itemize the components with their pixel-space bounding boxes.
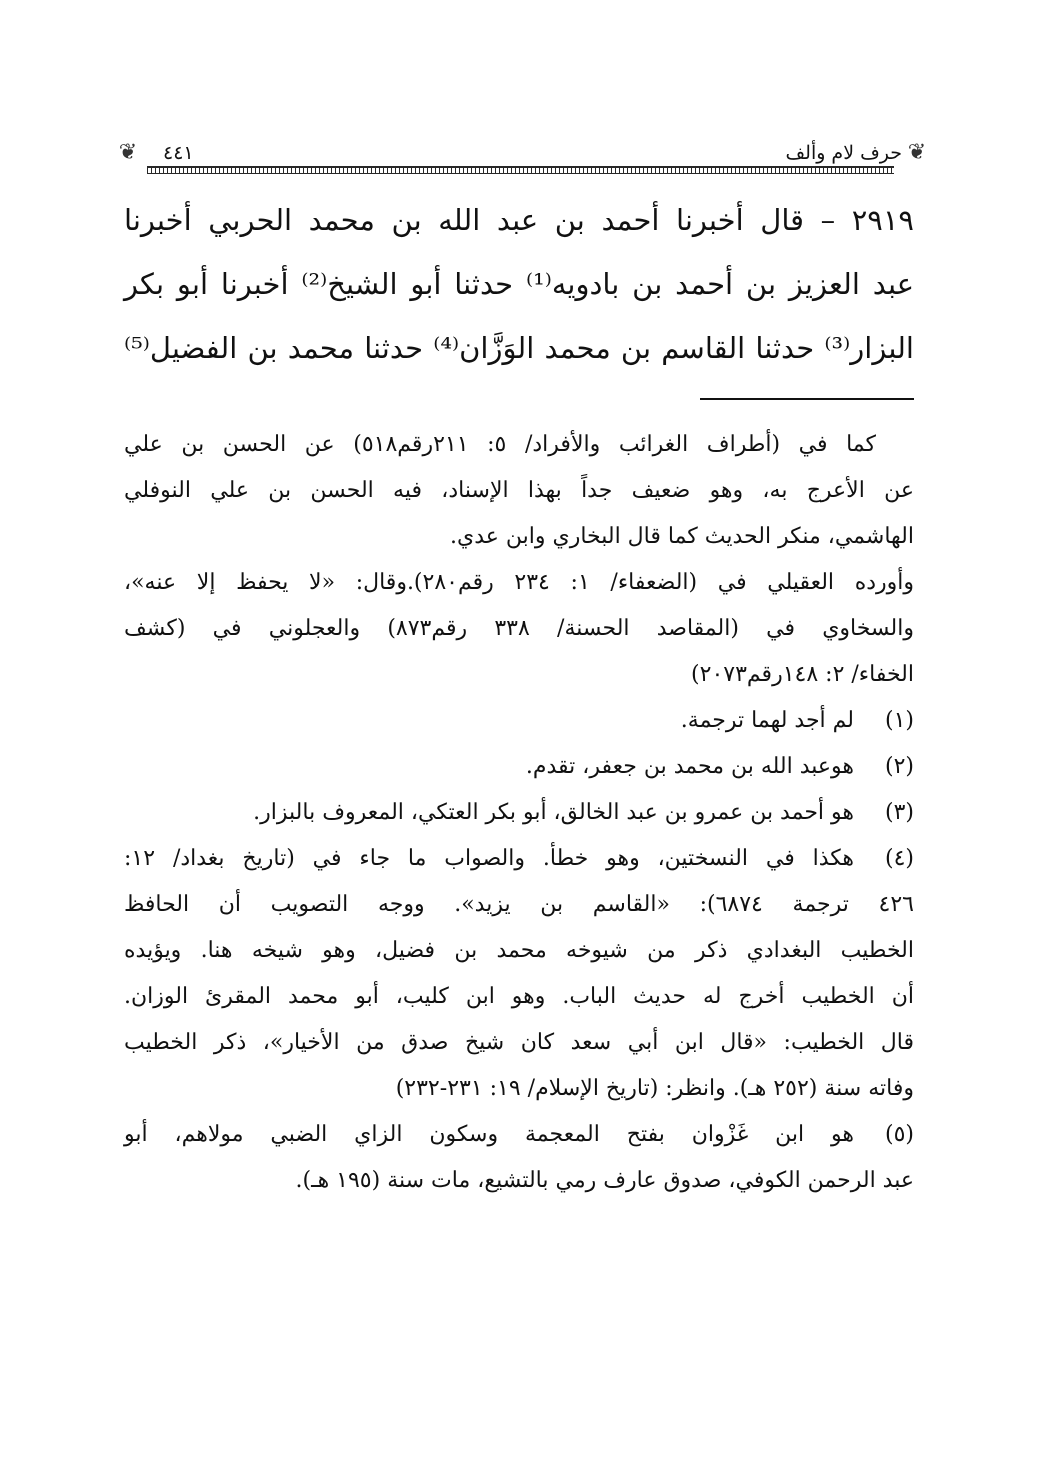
footnote-line: هوعبد الله بن محمد بن جعفر، تقدم. [525,754,854,779]
page-header [118,138,927,174]
footnote-intro-line: الهاشمي، منكر الحديث كما قال البخاري وابن عدي. [450,524,914,549]
footnote-4 [124,836,914,882]
chapter-title: حرف لام وألف [785,142,902,164]
footnote-line: ٤٢٦ ترجمة ٦٨٧٤): «القاسم بن يزيد». ووجه التصويب أن الحافظ [124,892,914,917]
footnote-5 [124,1112,914,1158]
footnote-line: هو ابن غَزْوان بفتح المعجمة وسكون الزاي الضبي مولاهم، أبو [124,1122,854,1147]
ornament-right-icon: ❦ [907,140,927,165]
footnotes [124,422,914,1204]
main-text [124,188,914,380]
main-line: عبد العزيز بن أحمد بن بادويه⁽¹⁾ حدثنا أبو الشيخ⁽²⁾ أخبرنا أبو بكر [124,267,914,301]
header-rule [147,166,894,174]
main-line: ٢٩١٩ – قال أخبرنا أحمد بن عبد الله بن محمد الحربي أخبرنا [124,203,914,237]
footnote-line: الخطيب البغدادي ذكر من شيوخه محمد بن فضيل، وهو شيخه هنا. ويؤيده [124,938,914,963]
footnote-intro-line: والسخاوي في (المقاصد الحسنة/ ٣٣٨ رقم٨٧٣) والعجلوني في (كشف [124,616,915,641]
main-line: البزار⁽³⁾ حدثنا القاسم بن محمد الوَزَّان⁽⁴⁾ حدثنا محمد بن الفضيل⁽⁵⁾ [124,331,914,365]
footnote-line: هو أحمد بن عمرو بن عبد الخالق، أبو بكر العتكي، المعروف بالبزار. [253,800,854,825]
footnote-intro-line: كما في (أطراف الغرائب والأفراد/ ٥: ٢١١رقم٥١٨) عن الحسن بن علي [124,432,877,457]
footnote-number: (٢) [884,754,914,779]
page-number: ٤٤١ [163,142,194,164]
footnote-number: (٣) [884,800,914,825]
footnote-number: (٤) [884,846,914,871]
footnote-line: وفاته سنة (٢٥٢ هـ). وانظر: (تاريخ الإسلام/ ١٩: ٢٣١-٢٣٢) [395,1076,914,1101]
footnote-line: أن الخطيب أخرج له حديث الباب. وهو ابن كليب، أبو محمد المقرئ الوزان. [124,984,914,1009]
footnote-3 [124,790,914,836]
footnote-separator [700,398,914,400]
footnote-number: (٥) [884,1122,914,1147]
footnote-line: عبد الرحمن الكوفي، صدوق عارف رمي بالتشيع، مات سنة (١٩٥ هـ). [295,1168,914,1193]
ornament-left-icon: ❦ [118,140,138,165]
footnote-line: لم أجد لهما ترجمة. [680,708,854,733]
footnote-2 [124,744,914,790]
footnote-line: قال الخطيب: «قال ابن أبي سعد كان شيخ صدق من الأخيار»، ذكر الخطيب [124,1030,914,1055]
footnote-intro-line: وأورده العقيلي في (الضعفاء/ ١: ٢٣٤ رقم٢٨٠).وقال: «لا يحفظ إلا عنه»، [124,570,915,595]
footnote-line: هكذا في النسختين، وهو خطأ. والصواب ما جاء في (تاريخ بغداد/ ١٢: [124,846,854,871]
footnote-intro-line: عن الأعرج به، وهو ضعيف جداً بهذا الإسناد، فيه الحسن بن علي النوفلي [124,478,914,503]
footnote-number: (١) [884,708,914,733]
footnote-intro-line: الخفاء/ ٢: ١٤٨رقم٢٠٧٣) [691,662,914,687]
footnote-1 [124,698,914,744]
